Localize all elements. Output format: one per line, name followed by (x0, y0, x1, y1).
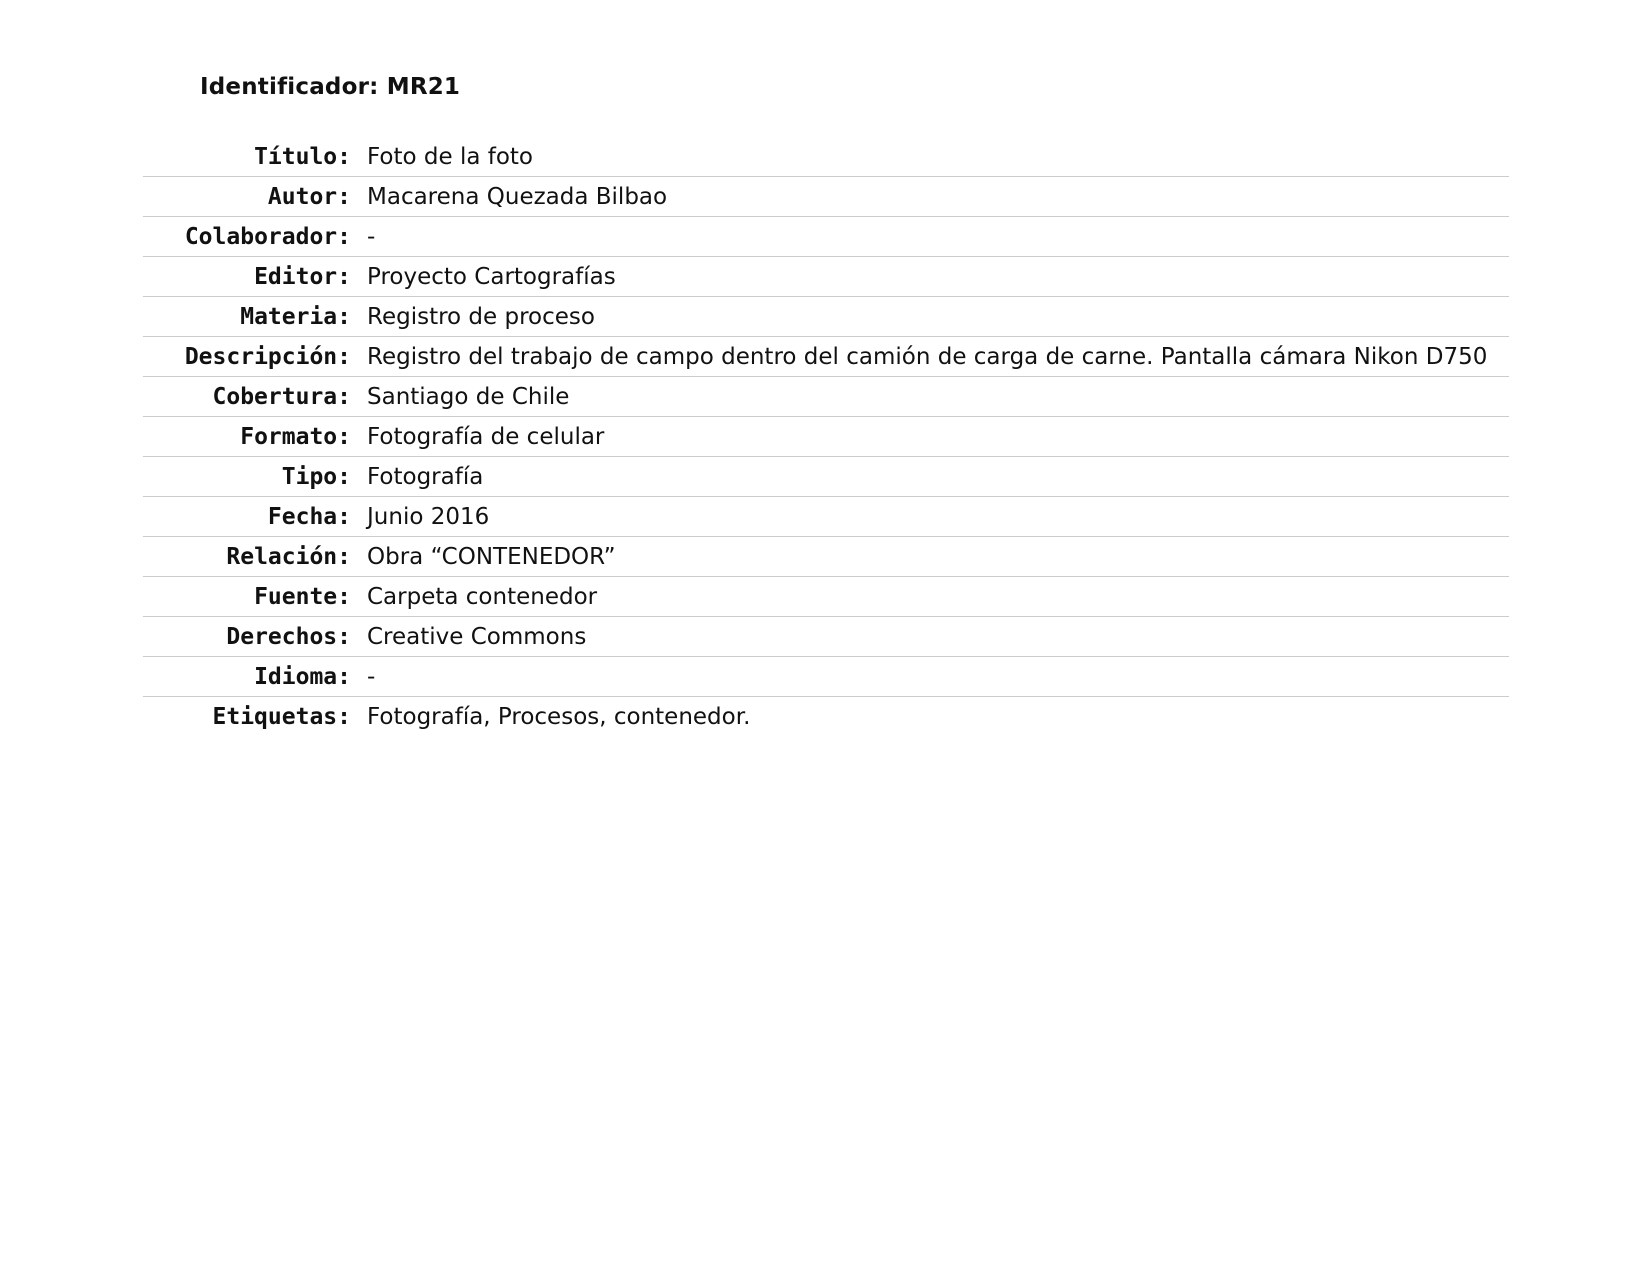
field-value: Obra “CONTENEDOR” (367, 543, 616, 570)
metadata-row-editor (143, 257, 1509, 297)
field-label: Relación: (226, 543, 351, 570)
field-label: Fecha: (267, 503, 351, 530)
metadata-row-colaborador (143, 217, 1509, 257)
metadata-table (143, 137, 1509, 736)
metadata-row-cobertura (143, 377, 1509, 417)
metadata-row-autor (143, 177, 1509, 217)
metadata-row-idioma (143, 657, 1509, 697)
field-value: Junio 2016 (367, 503, 490, 530)
field-value: Registro de proceso (367, 303, 595, 330)
field-value: Foto de la foto (367, 143, 533, 170)
metadata-row-descripcion (143, 337, 1509, 377)
field-value: Fotografía, Procesos, contenedor. (367, 703, 751, 730)
field-label: Título: (254, 143, 351, 170)
metadata-row-fuente (143, 577, 1509, 617)
metadata-row-materia (143, 297, 1509, 337)
field-label: Colaborador: (184, 223, 351, 250)
metadata-row-fecha (143, 497, 1509, 537)
field-value: - (367, 663, 376, 690)
field-label: Cobertura: (212, 383, 351, 410)
field-value: Proyecto Cartografías (367, 263, 616, 290)
field-label: Formato: (240, 423, 351, 450)
field-value: Macarena Quezada Bilbao (367, 183, 668, 210)
metadata-row-derechos (143, 617, 1509, 657)
metadata-row-relacion (143, 537, 1509, 577)
field-label: Materia: (240, 303, 351, 330)
metadata-row-formato (143, 417, 1509, 457)
metadata-row-tipo (143, 457, 1509, 497)
field-value: Carpeta contenedor (367, 583, 598, 610)
field-value: Santiago de Chile (367, 383, 570, 410)
field-value: Fotografía (367, 463, 484, 490)
field-value: Fotografía de celular (367, 423, 605, 450)
field-value: Creative Commons (367, 623, 587, 650)
field-label: Tipo: (281, 463, 351, 490)
field-label: Idioma: (254, 663, 351, 690)
identifier-heading: Identificador: MR21 (200, 74, 461, 100)
field-label: Fuente: (254, 583, 351, 610)
field-value: Registro del trabajo de campo dentro del camión de carga de carne. Pantalla cámara Nikon D750 (367, 343, 1488, 370)
field-label: Etiquetas: (212, 703, 351, 730)
field-label: Autor: (267, 183, 351, 210)
field-label: Editor: (254, 263, 351, 290)
field-label: Descripción: (184, 343, 351, 370)
metadata-row-etiquetas (143, 697, 1509, 736)
field-label: Derechos: (226, 623, 351, 650)
metadata-row-titulo (143, 137, 1509, 177)
field-value: - (367, 223, 376, 250)
